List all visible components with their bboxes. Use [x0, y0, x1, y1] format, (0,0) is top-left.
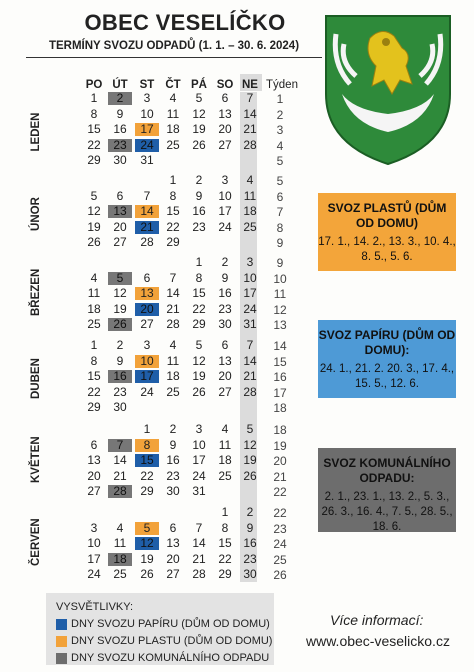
- calendar-day: 24: [140, 384, 154, 399]
- more-info-label: Více informací:: [330, 612, 424, 628]
- calendar-day: 17: [87, 551, 101, 566]
- calendar-day: 17: [135, 370, 159, 383]
- calendar-day: 12: [192, 106, 206, 121]
- legend-label-paper: DNY SVOZU PAPÍRU (DŮM OD DOMU): [71, 618, 270, 630]
- column-header: PÁ: [191, 79, 207, 91]
- calendar-day: 19: [113, 301, 127, 316]
- week-number: 18: [273, 401, 287, 415]
- calendar-day: 1: [221, 505, 229, 519]
- calendar-day: 17: [243, 286, 257, 300]
- calendar-day: 14: [166, 286, 180, 300]
- week-number: 8: [276, 220, 284, 235]
- calendar-day: 15: [166, 204, 180, 218]
- calendar-day: 18: [218, 453, 232, 467]
- plastic-box-dates: 17. 1., 14. 2., 13. 3., 10. 4., 8. 5., 5. 6.: [318, 236, 456, 263]
- legend-item-plastic: [56, 635, 272, 647]
- calendar-day: 28: [243, 384, 257, 399]
- calendar-day: 29: [192, 317, 206, 331]
- week-number: 2: [276, 107, 284, 122]
- week-number: 17: [273, 385, 287, 400]
- week-number: 23: [273, 521, 287, 536]
- calendar-day: 11: [166, 106, 180, 121]
- calendar-day: 10: [140, 106, 154, 121]
- calendar-day: 3: [195, 422, 203, 436]
- calendar-day: 23: [218, 301, 232, 316]
- calendar-day: 10: [87, 536, 101, 550]
- calendar-day: 21: [192, 551, 206, 566]
- subtitle-underline: [26, 57, 322, 58]
- legend-item-municipal: [56, 652, 269, 664]
- week-number: 21: [273, 469, 287, 484]
- paper-box-title: SVOZ PAPÍRU (DŮM OD DOMU):: [318, 328, 456, 357]
- calendar-day: 29: [87, 400, 101, 414]
- week-number: 4: [276, 138, 284, 153]
- calendar-day: 25: [243, 219, 257, 234]
- calendar-day: 7: [246, 91, 254, 105]
- calendar-day: 4: [246, 173, 254, 187]
- calendar-day: 26: [192, 137, 206, 152]
- calendar-day: 26: [87, 235, 101, 249]
- calendar-day: 1: [90, 338, 98, 352]
- calendar-day: 26: [243, 468, 257, 483]
- column-header: ÚT: [112, 79, 128, 91]
- calendar-day: 30: [243, 567, 257, 581]
- calendar-day: 1: [143, 422, 151, 436]
- calendar-day: 14: [243, 353, 257, 368]
- month-label: KVĚTEN: [30, 436, 42, 483]
- calendar-day: 16: [108, 370, 132, 383]
- calendar-day: 3: [221, 173, 229, 187]
- calendar-day: 5: [135, 522, 159, 535]
- calendar-day: 3: [90, 520, 98, 535]
- calendar-day: 4: [169, 338, 177, 352]
- week-number: 5: [276, 174, 284, 188]
- calendar-day: 27: [218, 384, 232, 399]
- week-number: 16: [273, 370, 287, 384]
- calendar-day: 31: [243, 317, 257, 331]
- week-number: 9: [276, 256, 284, 270]
- calendar-day: 22: [192, 301, 206, 316]
- calendar-day: 14: [113, 453, 127, 467]
- week-number: 11: [273, 287, 287, 301]
- column-header: ST: [139, 79, 155, 91]
- calendar-day: 4: [90, 270, 98, 285]
- legend-swatch-blue: [56, 619, 67, 630]
- calendar-day: 21: [113, 468, 127, 483]
- column-header: ČT: [165, 79, 181, 91]
- month-label: BŘEZEN: [30, 268, 42, 316]
- calendar-day: 2: [221, 255, 229, 269]
- month-label: DUBEN: [30, 358, 42, 399]
- calendar-day: 16: [113, 122, 127, 136]
- calendar-day: 11: [113, 536, 127, 550]
- calendar-day: 12: [113, 286, 127, 300]
- week-number: 12: [273, 302, 287, 317]
- calendar-day: 7: [195, 520, 203, 535]
- calendar-day: 16: [243, 536, 257, 550]
- calendar-day: 9: [221, 270, 229, 285]
- calendar-day: 7: [108, 439, 132, 452]
- week-number: 26: [273, 568, 287, 582]
- calendar-day: 4: [169, 91, 177, 105]
- calendar-day: 6: [221, 91, 229, 105]
- calendar-day: 20: [113, 219, 127, 234]
- calendar-day: 23: [243, 551, 257, 566]
- week-number: 22: [273, 485, 287, 499]
- calendar-day: 8: [195, 270, 203, 285]
- calendar-day: 4: [221, 422, 229, 436]
- calendar-day: 11: [87, 286, 101, 300]
- calendar-day: 17: [192, 453, 206, 467]
- calendar-day: 9: [246, 520, 254, 535]
- calendar-day: 11: [243, 188, 257, 203]
- calendar-day: 9: [169, 437, 177, 452]
- calendar-day: 15: [87, 369, 101, 383]
- calendar-day: 15: [218, 536, 232, 550]
- calendar-day: 19: [192, 369, 206, 383]
- calendar-day: 5: [246, 422, 254, 436]
- calendar-day: 24: [135, 139, 159, 152]
- column-header: PO: [85, 79, 103, 91]
- calendar-day: 27: [218, 137, 232, 152]
- calendar-day: 3: [143, 91, 151, 105]
- calendar-day: 23: [113, 384, 127, 399]
- calendar-day: 27: [87, 484, 101, 498]
- calendar-day: 15: [192, 286, 206, 300]
- calendar-day: 15: [135, 454, 159, 467]
- calendar-day: 25: [166, 384, 180, 399]
- calendar-day: 27: [166, 567, 180, 581]
- calendar-day: 24: [192, 468, 206, 483]
- column-header: Týden: [266, 79, 298, 91]
- week-number: 7: [276, 205, 284, 219]
- calendar-day: 30: [218, 317, 232, 331]
- calendar-day: 25: [166, 137, 180, 152]
- calendar-day: 2: [169, 422, 177, 436]
- calendar-day: 22: [218, 551, 232, 566]
- calendar-day: 6: [221, 338, 229, 352]
- calendar-day: 17: [218, 204, 232, 218]
- calendar-day: 12: [192, 353, 206, 368]
- calendar-day: 13: [166, 536, 180, 550]
- calendar-day: 17: [135, 123, 159, 136]
- month-label: ČERVEN: [30, 518, 42, 566]
- page-title: OBEC VESELÍČKO: [84, 10, 286, 35]
- calendar-day: 27: [140, 317, 154, 331]
- calendar-day: 3: [246, 255, 254, 269]
- calendar-day: 20: [218, 122, 232, 136]
- calendar-day: 28: [192, 567, 206, 581]
- week-number: 10: [273, 271, 287, 286]
- calendar-day: 12: [243, 437, 257, 452]
- calendar-day: 24: [243, 301, 257, 316]
- calendar-day: 2: [195, 173, 203, 187]
- calendar-day: 15: [87, 122, 101, 136]
- week-number: 13: [273, 318, 287, 332]
- legend: [46, 593, 274, 665]
- calendar-day: 9: [116, 106, 124, 121]
- week-number: 5: [276, 154, 284, 168]
- calendar-day: 22: [87, 384, 101, 399]
- month-label: LEDEN: [30, 112, 42, 152]
- calendar-day: 18: [87, 301, 101, 316]
- calendar-day: 9: [116, 353, 124, 368]
- page-subtitle: TERMÍNY SVOZU ODPADŮ (1. 1. – 30. 6. 2024): [48, 40, 300, 52]
- municipal-box-dates: 2. 1., 23. 1., 13. 2., 5. 3., 26. 3., 16. 4., 7. 5., 28. 5., 18. 6.: [321, 491, 453, 533]
- calendar-day: 16: [192, 204, 206, 218]
- calendar-day: 28: [108, 485, 132, 498]
- week-number: 19: [273, 438, 287, 453]
- calendar-day: 7: [246, 338, 254, 352]
- calendar-day: 28: [166, 317, 180, 331]
- week-number: 9: [276, 236, 284, 250]
- calendar-day: 23: [192, 219, 206, 234]
- calendar-day: 14: [135, 205, 159, 218]
- calendar-day: 21: [243, 122, 257, 136]
- calendar-day: 18: [166, 369, 180, 383]
- calendar-day: 5: [195, 338, 203, 352]
- calendar-day: 2: [246, 505, 254, 519]
- municipal-waste-box: [318, 448, 456, 532]
- calendar-day: 28: [243, 137, 257, 152]
- calendar-day: 24: [87, 567, 101, 581]
- calendar-day: 11: [166, 353, 180, 368]
- calendar-day: 29: [87, 153, 101, 167]
- calendar-day: 1: [169, 173, 177, 187]
- week-number: 14: [273, 339, 287, 353]
- calendar-day: 12: [135, 537, 159, 550]
- calendar-day: 18: [243, 204, 257, 218]
- calendar-day: 25: [113, 567, 127, 581]
- calendar-day: 2: [116, 338, 124, 352]
- column-header: SO: [216, 79, 234, 91]
- calendar-day: 11: [218, 437, 232, 452]
- calendar-day: 8: [135, 439, 159, 452]
- calendar-day: 8: [90, 353, 98, 368]
- municipal-box-title: SVOZ KOMUNÁLNÍHO ODPADU:: [323, 456, 451, 485]
- calendar-day: 23: [166, 468, 180, 483]
- calendar-day: 22: [140, 468, 154, 483]
- calendar-day: 26: [140, 567, 154, 581]
- calendar-day: 29: [140, 484, 154, 498]
- calendar-day: 19: [140, 551, 154, 566]
- calendar-day: 14: [243, 106, 257, 121]
- calendar-day: 27: [113, 235, 127, 249]
- calendar-day: 7: [143, 188, 151, 203]
- calendar-day: 30: [113, 153, 127, 167]
- calendar-day: 19: [192, 122, 206, 136]
- calendar-day: 30: [113, 400, 127, 414]
- calendar-day: 13: [108, 205, 132, 218]
- calendar-day: 26: [192, 384, 206, 399]
- calendar-day: 8: [169, 188, 177, 203]
- calendar-day: 12: [87, 204, 101, 218]
- calendar-day: 5: [90, 188, 98, 203]
- calendar-day: 29: [218, 567, 232, 581]
- calendar-day: 26: [108, 318, 132, 331]
- calendar-day: 18: [166, 122, 180, 136]
- legend-label-municipal: DNY SVOZU KOMUNÁLNÍHO ODPADU: [71, 652, 270, 664]
- legend-swatch-orange: [56, 636, 67, 647]
- legend-item-paper: [56, 618, 270, 630]
- calendar-day: 20: [135, 303, 159, 316]
- calendar-day: 13: [87, 453, 101, 467]
- calendar-day: 6: [90, 437, 98, 452]
- calendar-day: 5: [195, 91, 203, 105]
- week-number: 1: [276, 92, 284, 106]
- calendar-day: 16: [166, 453, 180, 467]
- calendar-day: 13: [218, 106, 232, 121]
- paper-collection-box: [318, 320, 456, 398]
- calendar-day: 24: [218, 219, 232, 234]
- column-header: NE: [242, 79, 258, 91]
- calendar-day: 10: [135, 355, 159, 368]
- calendar-day: 19: [87, 219, 101, 234]
- month-label: ÚNOR: [30, 197, 42, 231]
- calendar-day: 9: [195, 188, 203, 203]
- calendar-day: 20: [87, 468, 101, 483]
- calendar-day: 6: [143, 270, 151, 285]
- calendar-day: 2: [108, 92, 132, 105]
- calendar-day: 3: [143, 338, 151, 352]
- calendar-day: 10: [192, 437, 206, 452]
- coat-of-arms-icon: [322, 14, 454, 166]
- calendar-day: 28: [140, 235, 154, 249]
- week-number: 22: [273, 506, 287, 520]
- calendar-day: 16: [218, 286, 232, 300]
- calendar-day: 22: [87, 137, 101, 152]
- legend-label-plastic: DNY SVOZU PLASTU (DŮM OD DOMU): [71, 635, 273, 647]
- calendar-day: 8: [90, 106, 98, 121]
- calendar-day: 21: [135, 221, 159, 234]
- calendar-day: 30: [166, 484, 180, 498]
- legend-swatch-gray: [56, 653, 67, 664]
- calendar-day: 22: [166, 219, 180, 234]
- calendar-day: 20: [166, 551, 180, 566]
- week-number: 15: [273, 354, 287, 369]
- calendar-day: 13: [218, 353, 232, 368]
- calendar-day: 29: [166, 235, 180, 249]
- calendar-day: 31: [140, 153, 154, 167]
- calendar-day: 19: [243, 453, 257, 467]
- week-number: 18: [273, 423, 287, 437]
- plastic-collection-box: [318, 193, 456, 271]
- calendar-day: 21: [243, 369, 257, 383]
- calendar-day: 23: [108, 139, 132, 152]
- plastic-box-title: SVOZ PLASTŮ (DŮM OD DOMU): [327, 201, 447, 230]
- website-link[interactable]: www.obec-veselicko.cz: [306, 633, 450, 649]
- calendar-day: 20: [218, 369, 232, 383]
- calendar-day: 25: [218, 468, 232, 483]
- calendar-day: 13: [135, 287, 159, 300]
- calendar-day: 21: [166, 301, 180, 316]
- week-number: 3: [276, 123, 284, 137]
- week-number: 25: [273, 552, 287, 567]
- calendar-day: 31: [192, 484, 206, 498]
- legend-title: VYSVĚTLIVKY:: [56, 601, 134, 613]
- calendar-day: 6: [169, 520, 177, 535]
- calendar-day: 6: [116, 188, 124, 203]
- week-number: 6: [276, 189, 284, 204]
- week-number: 24: [273, 537, 287, 551]
- calendar-day: 18: [108, 553, 132, 566]
- calendar-day: 14: [192, 536, 206, 550]
- calendar-day: 10: [243, 270, 257, 285]
- calendar-day: 5: [108, 272, 132, 285]
- calendar-day: 10: [218, 188, 232, 203]
- week-number: 20: [273, 454, 287, 468]
- calendar-day: 7: [169, 270, 177, 285]
- calendar-day: 25: [87, 317, 101, 331]
- calendar-day: 1: [90, 91, 98, 105]
- calendar-day: 4: [116, 520, 124, 535]
- calendar-day: 8: [221, 520, 229, 535]
- paper-box-dates: 24. 1., 21. 2. 20. 3., 17. 4., 15. 5., 12. 6.: [319, 363, 455, 390]
- calendar-day: 1: [195, 255, 203, 269]
